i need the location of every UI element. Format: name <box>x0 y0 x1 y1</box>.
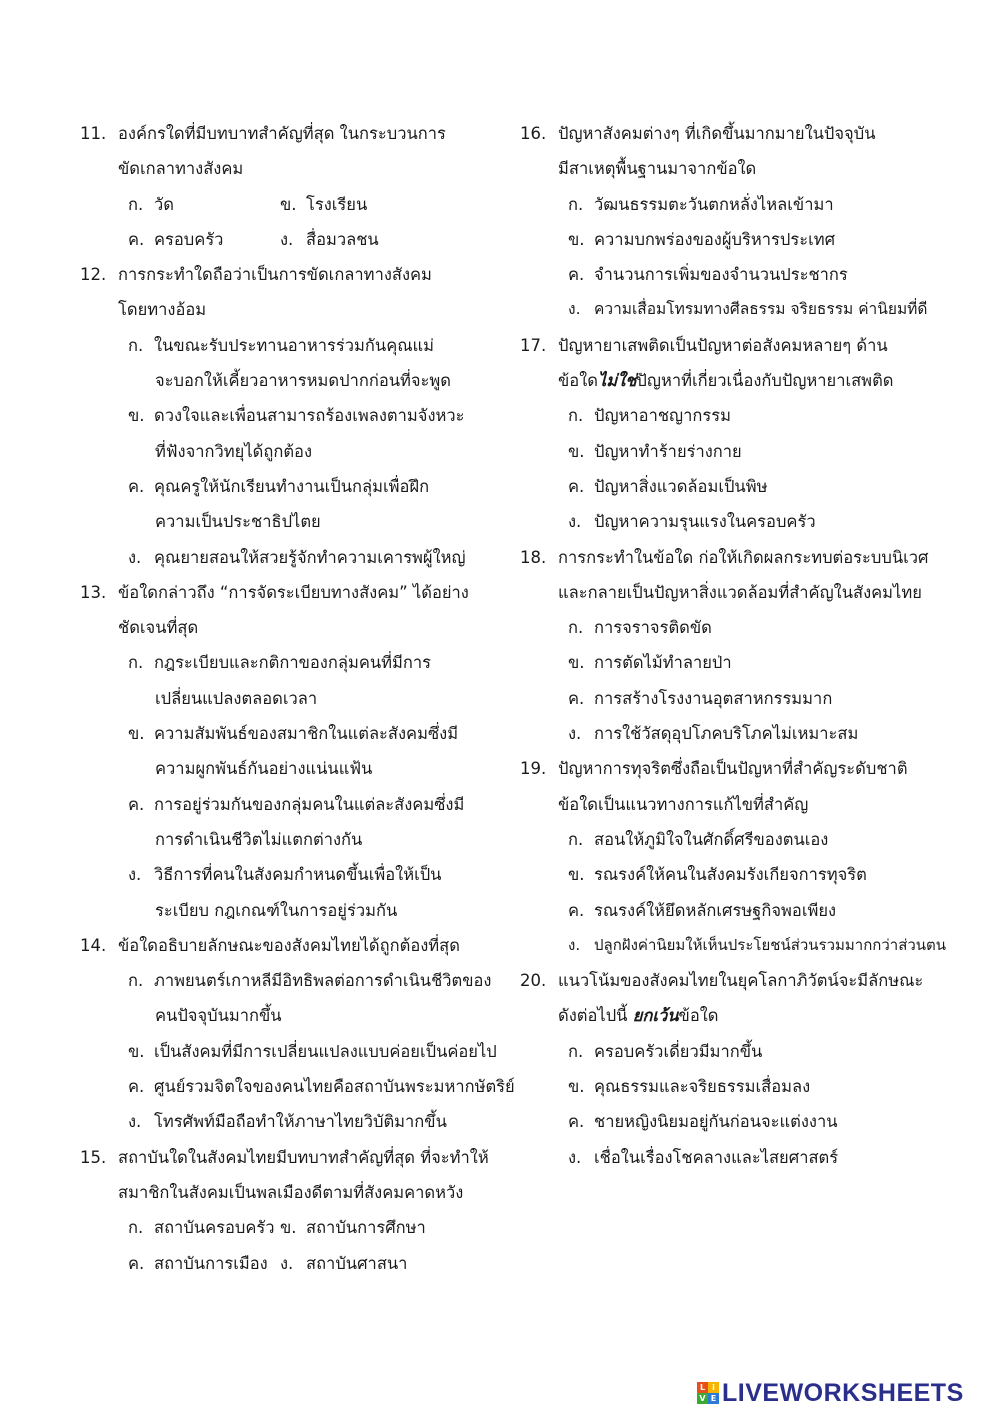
choice-b[interactable]: ข. ความบกพร่องของผู้บริหารประเทศ <box>568 229 836 249</box>
question-19 <box>520 751 960 786</box>
choice-a[interactable]: ก. วัฒนธรรมตะวันตกหลั่งไหลเข้ามา <box>568 194 834 214</box>
choice-c[interactable]: ค. การสร้างโรงงานอุตสาหกรรมมาก <box>568 688 833 708</box>
choice-d[interactable]: ง. สถาบันศาสนา <box>280 1253 408 1273</box>
logo-letter: V <box>697 1393 708 1404</box>
choice-a[interactable]: ก. ครอบครัวเดี่ยวมีมากขึ้น <box>568 1041 763 1061</box>
question-13 <box>80 575 520 610</box>
question-text-cont: มีสาเหตุพื้นฐานมาจากข้อใด <box>558 159 757 179</box>
choice-a-cont: เปลี่ยนแปลงตลอดเวลา <box>155 688 318 708</box>
choice-c[interactable]: ค. สถาบันการเมือง <box>128 1253 268 1273</box>
choice-d[interactable]: ง. การใช้วัสดุอุปโภคบริโภคไม่เหมาะสม <box>568 724 859 744</box>
choice-b[interactable]: ข. โรงเรียน <box>280 194 368 214</box>
question-number: 13. <box>80 582 107 602</box>
choice-c-cont: การดำเนินชีวิตไม่แตกต่างกัน <box>155 829 363 849</box>
question-text: ปัญหายาเสพติดเป็นปัญหาต่อสังคมหลายๆ ด้าน <box>558 335 888 355</box>
choice-b[interactable]: ข. รณรงค์ให้คนในสังคมรังเกียจการทุจริต <box>568 865 867 885</box>
choice-d[interactable]: ง. วิธีการที่คนในสังคมกำหนดขึ้นเพื่อให้เป็น <box>128 865 442 885</box>
left-column <box>80 116 520 1281</box>
logo-letter: i <box>708 1382 719 1393</box>
question-number: 16. <box>520 124 547 143</box>
question-number: 19. <box>520 759 547 779</box>
logo-mark-icon <box>697 1382 719 1404</box>
question-number: 20. <box>520 971 547 991</box>
logo-letter: L <box>697 1382 708 1393</box>
question-text-cont: ข้อใดไม่ใช่ปัญหาที่เกี่ยวเนื่องกับปัญหายาเสพติด <box>558 371 894 391</box>
question-text-cont: ข้อใดเป็นแนวทางการแก้ไขที่สำคัญ <box>558 794 809 814</box>
question-text: ข้อใดกล่าวถึง “การจัดระเบียบทางสังคม” ได้อย่าง <box>118 582 469 602</box>
question-text-cont: และกลายเป็นปัญหาสิ่งแวดล้อมที่สำคัญในสังคมไทย <box>558 582 922 602</box>
question-number: 17. <box>520 335 547 355</box>
choice-c[interactable]: ค. จำนวนการเพิ่มของจำนวนประชากร <box>568 265 848 285</box>
choice-a[interactable]: ก. ภาพยนตร์เกาหลีมีอิทธิพลต่อการดำเนินชีวิตของ <box>128 971 492 991</box>
question-text: ปัญหาการทุจริตซึ่งถือเป็นปัญหาที่สำคัญระดับชาติ <box>558 759 908 779</box>
choice-c[interactable]: ค. ศูนย์รวมจิตใจของคนไทยคือสถาบันพระมหากษัตริย์ <box>128 1077 515 1097</box>
choice-a[interactable]: ก. ปัญหาอาชญากรรม <box>568 406 731 426</box>
choice-a[interactable]: ก. การจราจรติดขัด <box>568 618 712 638</box>
question-text-cont: ขัดเกลาทางสังคม <box>118 159 244 179</box>
logo-letter: E <box>708 1393 719 1404</box>
question-text-cont: ชัดเจนที่สุด <box>118 618 199 638</box>
question-11 <box>80 116 520 151</box>
choice-d[interactable]: ง. เชื่อในเรื่องโชคลางและไสยศาสตร์ <box>568 1147 839 1167</box>
choice-b[interactable]: ข. ความสัมพันธ์ของสมาชิกในแต่ละสังคมซึ่งมี <box>128 724 459 744</box>
choice-pair <box>80 222 520 257</box>
choice-c-cont: ความเป็นประชาธิปไตย <box>155 512 321 532</box>
question-text: แนวโน้มของสังคมไทยในยุคโลกาภิวัตน์จะมีลักษณะ <box>558 971 924 991</box>
choice-a[interactable]: ก. สอนให้ภูมิใจในศักดิ์ศรีของตนเอง <box>568 829 829 849</box>
choice-d[interactable]: ง. โทรศัพท์มือถือทำให้ภาษาไทยวิบัติมากขึ้น <box>128 1112 447 1132</box>
question-number: 15. <box>80 1147 107 1167</box>
question-text: การกระทำใดถือว่าเป็นการขัดเกลาทางสังคม <box>118 265 432 285</box>
question-text-cont: โดยทางอ้อม <box>118 300 207 320</box>
choice-c[interactable]: ค. ปัญหาสิ่งแวดล้อมเป็นพิษ <box>568 476 768 496</box>
choice-c[interactable]: ค. การอยู่ร่วมกันของกลุ่มคนในแต่ละสังคมซึ่งมี <box>128 794 465 814</box>
liveworksheets-logo <box>697 1378 964 1408</box>
choice-b[interactable]: ข. เป็นสังคมที่มีการเปลี่ยนแปลงแบบค่อยเป็นค่อยไป <box>128 1041 497 1061</box>
question-20 <box>520 963 960 998</box>
choice-d[interactable]: ง. ปลูกฝังค่านิยมให้เห็นประโยชน์ส่วนรวมมากกว่าส่วนตน <box>568 935 947 954</box>
choice-a[interactable]: ก. ในขณะรับประทานอาหารร่วมกันคุณแม่ <box>128 335 435 355</box>
choice-b[interactable]: ข. ดวงใจและเพื่อนสามารถร้องเพลงตามจังหวะ <box>128 406 465 426</box>
question-text: ข้อใดอธิบายลักษณะของสังคมไทยได้ถูกต้องที่สุด <box>118 935 460 955</box>
right-column <box>520 116 960 1175</box>
choice-c[interactable]: ค. ชายหญิงนิยมอยู่กันก่อนจะแต่งงาน <box>568 1112 838 1132</box>
choice-c[interactable]: ค. รณรงค์ให้ยึดหลักเศรษฐกิจพอเพียง <box>568 900 837 920</box>
choice-pair <box>80 187 520 222</box>
question-17 <box>520 328 960 363</box>
choice-a[interactable]: ก. วัด <box>128 194 174 214</box>
choice-a-cont: จะบอกให้เคี้ยวอาหารหมดปากก่อนที่จะพูด <box>155 371 452 391</box>
emphasis-not: ไม่ใช่ <box>597 371 637 391</box>
choice-b[interactable]: ข. คุณธรรมและจริยธรรมเสื่อมลง <box>568 1077 811 1097</box>
emphasis-except: ยกเว้น <box>632 1006 679 1026</box>
choice-c[interactable]: ค. ครอบครัว <box>128 229 224 249</box>
choice-pair <box>80 1210 520 1245</box>
question-number: 18. <box>520 547 547 567</box>
question-14 <box>80 928 520 963</box>
choice-a[interactable]: ก. กฎระเบียบและกติกาของกลุ่มคนที่มีการ <box>128 653 432 673</box>
question-number: 14. <box>80 935 107 955</box>
question-text: องค์กรใดที่มีบทบาทสำคัญที่สุด ในกระบวนการ <box>118 124 446 143</box>
choice-d[interactable]: ง. สื่อมวลชน <box>280 229 379 249</box>
choice-b[interactable]: ข. การตัดไม้ทำลายป่า <box>568 653 732 673</box>
choice-pair <box>80 1246 520 1281</box>
question-number: 12. <box>80 265 107 285</box>
question-12 <box>80 257 520 292</box>
question-number: 11. <box>80 124 107 143</box>
question-text: การกระทำในข้อใด ก่อให้เกิดผลกระทบต่อระบบนิเวศ <box>558 547 929 567</box>
choice-a-cont: คนปัจจุบันมากขึ้น <box>155 1006 282 1026</box>
choice-d[interactable]: ง. คุณยายสอนให้สวยรู้จักทำความเคารพผู้ใหญ่ <box>128 547 466 567</box>
choice-d[interactable]: ง. ปัญหาความรุนแรงในครอบครัว <box>568 512 816 532</box>
logo-text: LIVEWORKSHEETS <box>722 1378 964 1407</box>
choice-d[interactable]: ง. ความเสื่อมโทรมทางศีลธรรม จริยธรรม ค่านิยมที่ดี <box>568 300 928 319</box>
choice-a[interactable]: ก. สถาบันครอบครัว <box>128 1218 275 1238</box>
choice-b[interactable]: ข. สถาบันการศึกษา <box>280 1218 426 1238</box>
question-text: ปัญหาสังคมต่างๆ ที่เกิดขึ้นมากมายในปัจจุบัน <box>558 124 876 143</box>
question-text-cont: ดังต่อไปนี้ ยกเว้นข้อใด <box>558 1006 719 1026</box>
choice-b-cont: ความผูกพันธ์กันอย่างแน่นแฟ้น <box>155 759 373 779</box>
choice-d-cont: ระเบียบ กฎเกณฑ์ในการอยู่ร่วมกัน <box>155 900 398 920</box>
question-16 <box>520 116 960 151</box>
question-text-cont: สมาชิกในสังคมเป็นพลเมืองดีตามที่สังคมคาดหวัง <box>118 1182 464 1202</box>
question-15 <box>80 1140 520 1175</box>
choice-b-cont: ที่ฟังจากวิทยุได้ถูกต้อง <box>155 441 313 461</box>
choice-b[interactable]: ข. ปัญหาทำร้ายร่างกาย <box>568 441 742 461</box>
choice-c[interactable]: ค. คุณครูให้นักเรียนทำงานเป็นกลุ่มเพื่อฝึก <box>128 476 430 496</box>
question-text: สถาบันใดในสังคมไทยมีบทบาทสำคัญที่สุด ที่จะทำให้ <box>118 1147 489 1167</box>
question-18 <box>520 540 960 575</box>
